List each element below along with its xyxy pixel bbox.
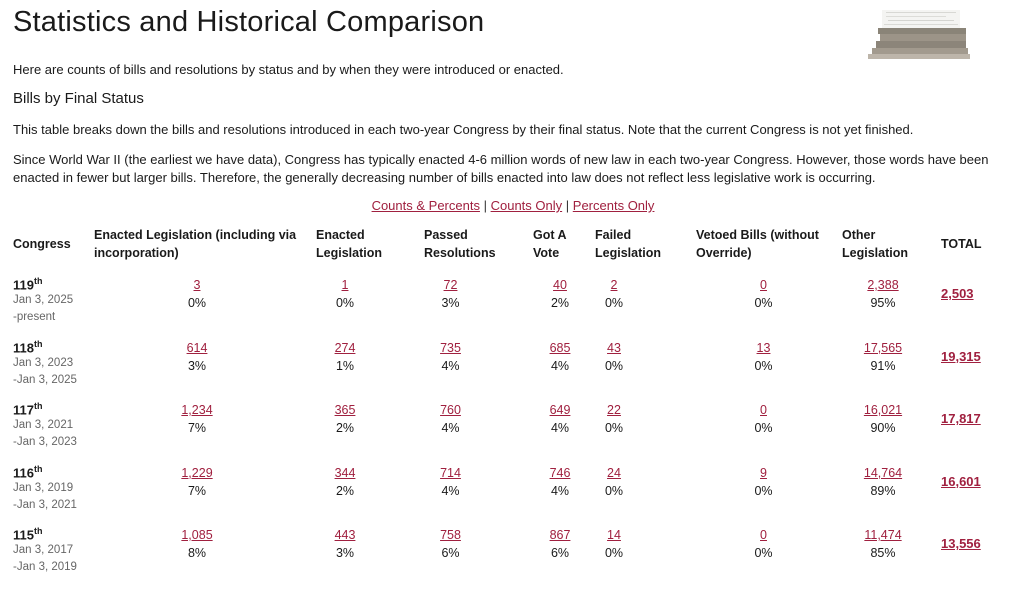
- cell-passed-resolutions: [424, 391, 533, 454]
- congress-start-date: Jan 3, 2023: [13, 356, 74, 369]
- table-header-row: [13, 222, 1001, 266]
- cell-got-a-vote: [533, 516, 595, 579]
- table-row: [13, 391, 1001, 454]
- cell-total: [941, 266, 1001, 329]
- percent-value: 91%: [870, 358, 896, 373]
- cell-total: [941, 391, 1001, 454]
- total-link[interactable]: 17,817: [941, 411, 981, 426]
- cell-enacted: [316, 454, 424, 517]
- header-total: TOTAL: [941, 237, 982, 251]
- count-link[interactable]: 40: [553, 278, 567, 292]
- header-failed: Failed Legislation: [595, 228, 661, 260]
- congress-end-date: -Jan 3, 2023: [13, 436, 77, 449]
- cell-passed-resolutions: [424, 516, 533, 579]
- percent-value: 3%: [187, 358, 207, 373]
- percent-value: 0%: [754, 296, 773, 310]
- cell-failed: [595, 266, 696, 329]
- count-link[interactable]: 344: [334, 465, 356, 480]
- percent-value: 0%: [754, 421, 773, 435]
- count-link[interactable]: 685: [549, 340, 571, 355]
- cell-other: [842, 454, 941, 517]
- congress-cell: [13, 454, 94, 517]
- count-link[interactable]: 3: [193, 278, 201, 292]
- table-row: [13, 516, 1001, 579]
- table-row: [13, 266, 1001, 329]
- congress-ordinal: th: [33, 276, 43, 286]
- table-row: [13, 454, 1001, 517]
- count-link[interactable]: 0: [760, 278, 767, 292]
- count-link[interactable]: 649: [549, 403, 571, 417]
- congress-start-date: Jan 3, 2025: [13, 294, 74, 307]
- count-link[interactable]: 274: [334, 340, 356, 355]
- congress-start-date: Jan 3, 2019: [13, 481, 74, 494]
- percent-value: 0%: [604, 358, 624, 373]
- count-link[interactable]: 0: [760, 528, 767, 542]
- total-link[interactable]: 16,601: [941, 473, 981, 489]
- congress-end-date: -present: [13, 311, 56, 324]
- cell-enacted: [316, 391, 424, 454]
- percent-value: 0%: [604, 296, 624, 310]
- percent-value: 2%: [550, 296, 570, 310]
- cell-vetoed: [696, 329, 842, 392]
- count-link[interactable]: 365: [334, 403, 356, 417]
- count-link[interactable]: 714: [440, 465, 461, 480]
- count-link[interactable]: 760: [440, 403, 461, 417]
- count-link[interactable]: 9: [760, 465, 767, 480]
- congress-number-value: 118: [13, 339, 34, 355]
- congress-cell: [13, 266, 94, 329]
- header-congress: Congress: [13, 237, 71, 251]
- percent-value: 0%: [187, 296, 207, 310]
- congress-ordinal: th: [33, 526, 43, 536]
- page-title: Statistics and Historical Comparison: [13, 6, 485, 38]
- congress-number-value: 117: [13, 402, 34, 418]
- congress-number[interactable]: [13, 464, 94, 480]
- cell-enacted-incl: [94, 391, 316, 454]
- percent-value: 1%: [335, 358, 355, 373]
- cell-got-a-vote: [533, 391, 595, 454]
- ww2-paragraph: Since World War II (the earliest we have data), Congress has typically enacted 4-6 million words of new law in each two-year Congress. However, those words have been enacted in fewer but larger bills. Therefore, the generally decreasing number of bills enacted into law does not reflect less legislative work is occurring.: [13, 152, 989, 185]
- count-link[interactable]: 2: [610, 278, 618, 292]
- percent-value: 0%: [754, 358, 773, 373]
- percent-value: 85%: [870, 546, 896, 560]
- percent-value: 7%: [187, 421, 207, 435]
- table-row: [13, 329, 1001, 392]
- cell-other: [842, 266, 941, 329]
- cell-total: [941, 454, 1001, 517]
- percent-value: 2%: [335, 483, 355, 498]
- percent-value: 95%: [870, 296, 896, 310]
- percent-value: 90%: [870, 421, 896, 435]
- percent-value: 0%: [754, 483, 773, 498]
- count-link[interactable]: 0: [760, 403, 767, 417]
- count-link[interactable]: 13: [756, 340, 771, 355]
- congress-cell: [13, 391, 94, 454]
- percent-value: 4%: [550, 483, 570, 498]
- percent-value: 4%: [441, 483, 460, 498]
- counts-percents-link[interactable]: Counts & Percents: [371, 198, 480, 213]
- percents-only-link[interactable]: Percents Only: [572, 198, 655, 213]
- cell-failed: [595, 516, 696, 579]
- header-got-a-vote: Got A Vote: [533, 228, 567, 260]
- percent-value: 4%: [441, 421, 460, 435]
- cell-other: [842, 391, 941, 454]
- separator: |: [483, 198, 487, 213]
- status-table: [13, 222, 1001, 579]
- percent-value: 0%: [335, 296, 355, 310]
- cell-failed: [595, 391, 696, 454]
- cell-enacted: [316, 266, 424, 329]
- congress-number-value: 119: [13, 277, 34, 293]
- percent-value: 4%: [550, 358, 570, 373]
- cell-got-a-vote: [533, 454, 595, 517]
- percent-value: 4%: [441, 358, 460, 373]
- count-link[interactable]: 72: [443, 278, 458, 292]
- count-link[interactable]: 1,234: [181, 403, 213, 417]
- count-link[interactable]: 1,085: [181, 528, 213, 542]
- count-link[interactable]: 16,021: [863, 403, 903, 417]
- congress-thumbnail-image: [868, 4, 970, 60]
- count-link[interactable]: 867: [549, 528, 571, 542]
- percent-value: 3%: [335, 546, 355, 560]
- intro-text: Here are counts of bills and resolutions by status and by when they were introduced or enacted.: [13, 62, 564, 77]
- percent-value: 6%: [550, 546, 570, 560]
- percent-value: 8%: [187, 546, 207, 560]
- cell-other: [842, 329, 941, 392]
- header-enacted: Enacted Legislation: [316, 228, 382, 260]
- congress-end-date: -Jan 3, 2025: [13, 373, 77, 386]
- cell-got-a-vote: [533, 266, 595, 329]
- percent-value: 0%: [604, 483, 624, 498]
- percent-value: 6%: [441, 546, 460, 560]
- header-passed-resolutions: Passed Resolutions: [424, 228, 496, 260]
- header-vetoed: Vetoed Bills (without Override): [696, 228, 819, 260]
- count-link[interactable]: 43: [607, 340, 621, 355]
- count-link[interactable]: 735: [440, 340, 461, 355]
- congress-ordinal: th: [33, 463, 43, 474]
- percent-value: 3%: [441, 296, 460, 310]
- cell-vetoed: [696, 391, 842, 454]
- cell-passed-resolutions: [424, 329, 533, 392]
- count-link[interactable]: 22: [607, 403, 621, 417]
- congress-start-date: Jan 3, 2017: [13, 544, 74, 557]
- count-link[interactable]: 1,229: [181, 465, 213, 480]
- view-switcher: [13, 198, 1013, 213]
- cell-enacted-incl: [94, 516, 316, 579]
- congress-number-value: 115: [13, 527, 34, 543]
- cell-enacted: [316, 516, 424, 579]
- counts-only-link[interactable]: Counts Only: [490, 198, 563, 213]
- cell-total: [941, 329, 1001, 392]
- count-link[interactable]: 24: [607, 465, 621, 480]
- percent-value: 0%: [754, 546, 773, 560]
- total-link[interactable]: 19,315: [941, 348, 981, 364]
- congress-number[interactable]: [13, 526, 94, 542]
- count-link[interactable]: 2,388: [867, 278, 899, 292]
- congress-end-date: -Jan 3, 2021: [13, 498, 77, 511]
- cell-failed: [595, 329, 696, 392]
- congress-end-date: -Jan 3, 2019: [13, 561, 77, 574]
- count-link[interactable]: 14: [607, 528, 621, 542]
- percent-value: 0%: [604, 421, 624, 435]
- congress-number[interactable]: [13, 276, 94, 292]
- description-paragraph: This table breaks down the bills and resolutions introduced in each two-year Congress by their final status. Note that the current Congress is not yet finished.: [13, 122, 914, 137]
- section-title: Bills by Final Status: [13, 90, 144, 107]
- count-link[interactable]: 758: [440, 528, 461, 542]
- percent-value: 89%: [870, 483, 896, 498]
- count-link[interactable]: 11,474: [864, 528, 902, 542]
- cell-other: [842, 516, 941, 579]
- total-link[interactable]: 13,556: [941, 536, 981, 551]
- cell-passed-resolutions: [424, 454, 533, 517]
- count-link[interactable]: 17,565: [863, 340, 903, 355]
- percent-value: 0%: [604, 546, 624, 560]
- cell-enacted-incl: [94, 454, 316, 517]
- congress-number-value: 116: [13, 464, 34, 480]
- congress-cell: [13, 516, 94, 579]
- cell-got-a-vote: [533, 329, 595, 392]
- percent-value: 2%: [335, 421, 355, 435]
- cell-vetoed: [696, 454, 842, 517]
- separator: |: [565, 198, 570, 213]
- cell-vetoed: [696, 516, 842, 579]
- count-link[interactable]: 746: [549, 465, 571, 480]
- congress-number[interactable]: [13, 401, 94, 417]
- cell-enacted-incl: [94, 329, 316, 392]
- count-link[interactable]: 614: [186, 340, 208, 355]
- congress-number[interactable]: [13, 339, 94, 355]
- header-enacted-incl: Enacted Legislation (including via incorporation): [94, 228, 297, 260]
- congress-ordinal: th: [33, 338, 43, 349]
- cell-enacted: [316, 329, 424, 392]
- percent-value: 7%: [187, 483, 207, 498]
- cell-total: [941, 516, 1001, 579]
- congress-ordinal: th: [33, 401, 43, 411]
- total-link[interactable]: 2,503: [941, 286, 974, 301]
- header-other: Other Legislation: [842, 228, 908, 260]
- count-link[interactable]: 14,764: [863, 465, 903, 480]
- congress-cell: [13, 329, 94, 392]
- congress-start-date: Jan 3, 2021: [13, 419, 74, 432]
- cell-enacted-incl: [94, 266, 316, 329]
- count-link[interactable]: 1: [341, 278, 349, 292]
- percent-value: 4%: [550, 421, 570, 435]
- cell-passed-resolutions: [424, 266, 533, 329]
- cell-vetoed: [696, 266, 842, 329]
- cell-failed: [595, 454, 696, 517]
- count-link[interactable]: 443: [334, 528, 356, 542]
